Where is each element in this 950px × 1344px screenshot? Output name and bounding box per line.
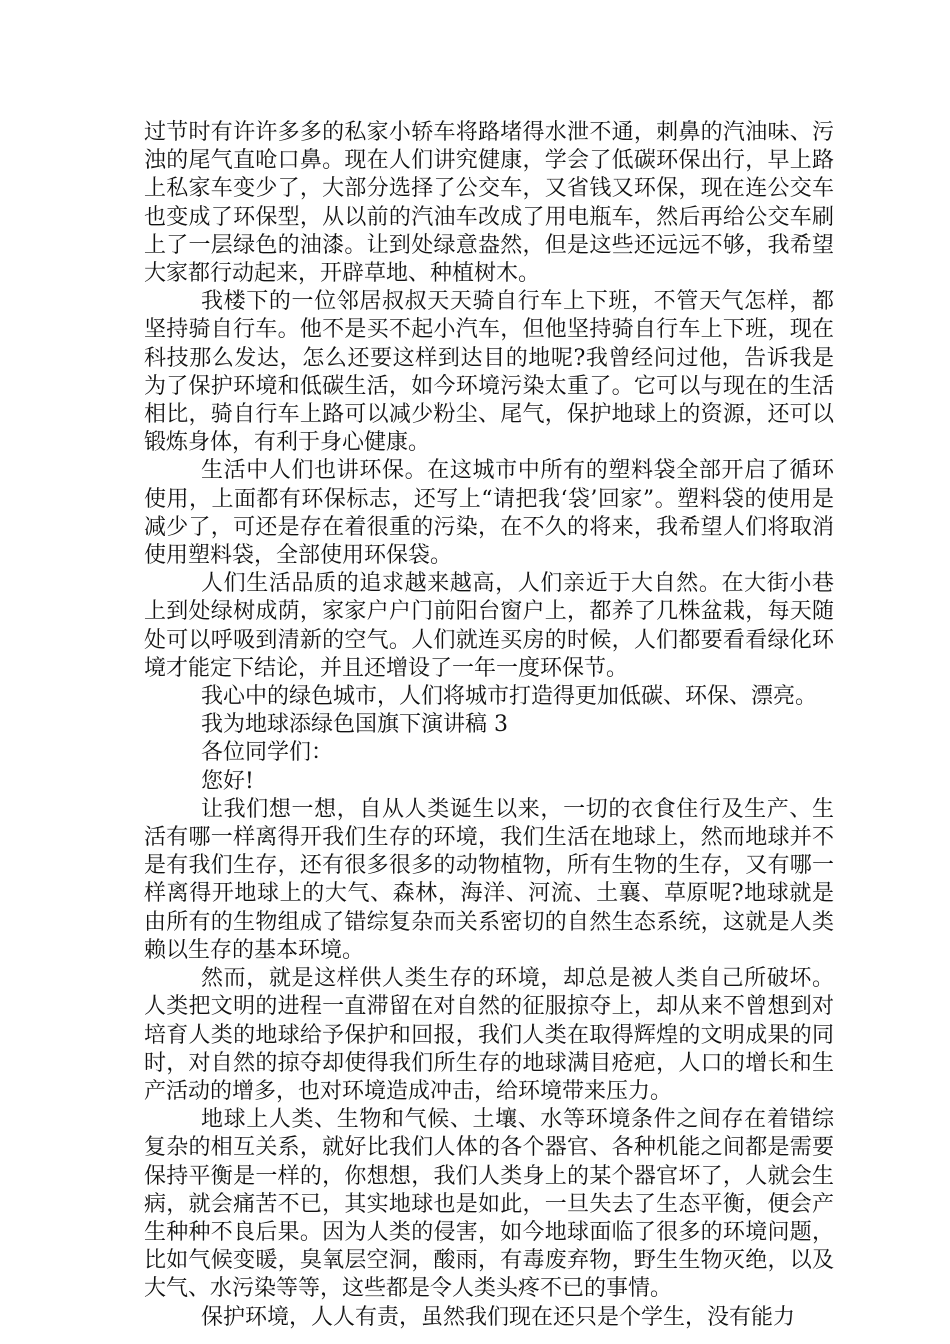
- document-body: [144, 119, 834, 1332]
- paragraph: 过节时有许许多多的私家小轿车将路堵得水泄不通，刺鼻的汽油味、污浊的尾气直呛口鼻。现在人们讲究健康，学会了低碳环保出行，早上路上私家车变少了，大部分选择了公交车，又省钱又环保，现在连公交车也变成了环保型，从以前的汽油车改成了用电瓶车，然后再给公交车刷上了一层绿色的油漆。让到处绿意盎然，但是这些还远远不够，我希望大家都行动起来，开辟草地、种植树木。: [144, 120, 834, 287]
- paragraph: 然而，就是这样供人类生存的环境，却总是被人类自己所破坏。人类把文明的进程一直滞留在对自然的征服掠夺上，却从来不曾想到对培育人类的地球给予保护和回报，我们人类在取得辉煌的文明成果的同时，对自然的掠夺却使得我们所生存的地球满目疮疤，人口的增长和生产活动的增多，也对环境造成冲击，给环境带来压力。: [144, 966, 834, 1104]
- section-heading: 我为地球添绿色国旗下演讲稿 3: [201, 712, 508, 738]
- greeting: 您好!: [201, 768, 254, 794]
- paragraph: 我心中的绿色城市，人们将城市打造得更加低碳、环保、漂亮。: [201, 684, 818, 710]
- salutation: 各位同学们：: [201, 740, 334, 766]
- paragraph: 地球上人类、生物和气候、土壤、水等环境条件之间存在着错综复杂的相互关系，就好比我们人体的各个器官、各种机能之间都是需要保持平衡是一样的，你想想，我们人类身上的某个器官坏了，人就会生病，就会痛苦不已，其实地球也是如此，一旦失去了生态平衡，便会产生种种不良后果。因为人类的侵害，如今地球面临了很多的环境问题，比如气候变暖，臭氧层空洞，酸雨，有毒废弃物，野生生物灭绝，以及大气、水污染等等，这些都是令人类头疼不已的事情。: [144, 1107, 834, 1302]
- paragraph: 我楼下的一位邻居叔叔天天骑自行车上下班，不管天气怎样，都坚持骑自行车。他不是买不起小汽车，但他坚持骑自行车上下班，现在科技那么发达，怎么还要这样到达目的地呢?我曾经问过他，告诉我是为了保护环境和低碳生活，如今环境污染太重了。它可以与现在的生活相比，骑自行车上路可以减少粉尘、尾气，保护地球上的资源，还可以锻炼身体，有利于身心健康。: [144, 289, 834, 456]
- paragraph: 让我们想一想，自从人类诞生以来，一切的衣食住行及生产、生活有哪一样离得开我们生存的环境，我们生活在地球上，然而地球并不是有我们生存，还有很多很多的动物植物，所有生物的生存，又有哪一样离得开地球上的大气、森林，海洋、河流、土襄、草原呢?地球就是由所有的生物组成了错综复杂而关系密切的自然生态系统，这就是人类赖以生存的基本环境。: [144, 796, 834, 963]
- paragraph: 保护环境，人人有责，虽然我们现在还只是个学生，没有能力: [201, 1304, 796, 1330]
- paragraph: 生活中人们也讲环保。在这城市中所有的塑料袋全部开启了循环使用，上面都有环保标志，还写上“请把我‘袋’回家”。塑料袋的使用是减少了，可还是存在着很重的污染，在不久的将来，我希望人们将取消使用塑料袋，全部使用环保袋。: [144, 458, 834, 569]
- paragraph: 人们生活品质的追求越来越高，人们亲近于大自然。在大街小巷上到处绿树成荫，家家户户门前阳台窗户上，都养了几株盆栽，每天随处可以呼吸到清新的空气。人们就连买房的时候，人们都要看看绿化环境才能定下结论，并且还增设了一年一度环保节。: [144, 571, 834, 681]
